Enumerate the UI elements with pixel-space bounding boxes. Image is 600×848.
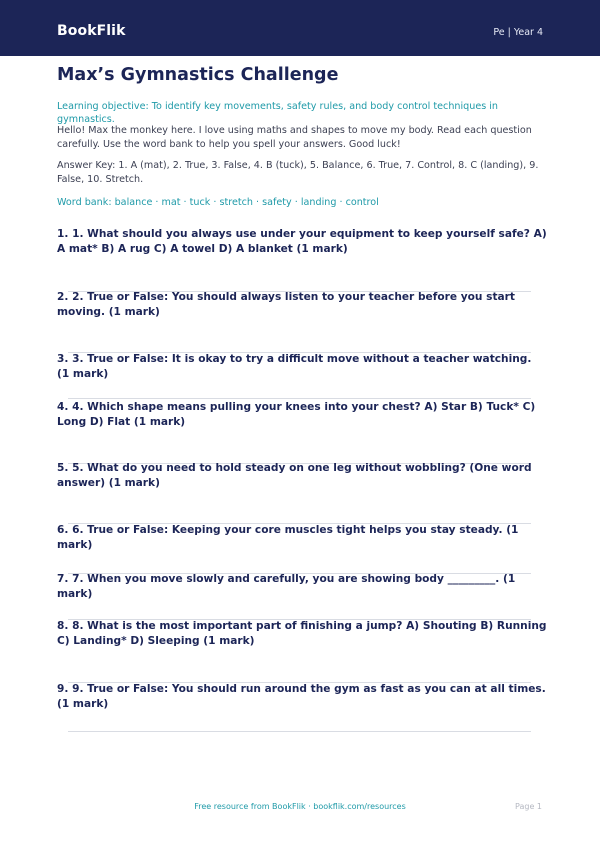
question-6: 6. 6. True or False: Keeping your core muscles tight helps you stay steady. (1 mark)	[57, 524, 519, 551]
footer-link[interactable]: Free resource from BookFlik · bookflik.com/resources	[194, 802, 406, 811]
brand-logo[interactable]: BookFlik	[57, 23, 126, 39]
question-3: 3. 3. True or False: It is okay to try a difficult move without a teacher watching. (1 mark)	[57, 353, 532, 380]
question-1: 1. 1. What should you always use under your equipment to keep yourself safe? A) A mat* B) A rug C) A towel D) A blanket (1 mark)	[57, 228, 547, 255]
question-8: 8. 8. What is the most important part of finishing a jump? A) Shouting B) Running C) Landing* D) Sleeping (1 mark)	[57, 620, 547, 647]
question-7: 7. 7. When you move slowly and carefully, you are showing body _________. (1 mark)	[57, 573, 516, 600]
answer-line-3	[68, 398, 531, 399]
page-number: Page 1	[515, 802, 542, 811]
answer-key: Answer Key: 1. A (mat), 2. True, 3. False, 4. B (tuck), 5. Balance, 6. True, 7. Control, 8. C (landing), 9. False, 10. Stretch.	[57, 160, 539, 185]
answer-line-9	[68, 731, 531, 732]
question-5: 5. 5. What do you need to hold steady on one leg without wobbling? (One word answer) (1 mark)	[57, 462, 532, 489]
intro-text: Hello! Max the monkey here. I love using maths and shapes to move my body. Read each question carefully. Use the word bank to help you spell your answers. Good luck!	[57, 125, 532, 150]
page-header	[0, 0, 600, 56]
worksheet-title: Max’s Gymnastics Challenge	[57, 65, 339, 85]
learning-objective: Learning objective: To identify key movements, safety rules, and body control techniques in gymnastics.	[57, 101, 499, 125]
question-2: 2. 2. True or False: You should always listen to your teacher before you start moving. (1 mark)	[57, 291, 515, 318]
question-9: 9. 9. True or False: You should run around the gym as fast as you can at all times. (1 mark)	[57, 683, 546, 710]
subject-year-label: Pe | Year 4	[493, 27, 543, 38]
question-4: 4. 4. Which shape means pulling your knees into your chest? A) Star B) Tuck* C) Long D) Flat (1 mark)	[57, 401, 536, 428]
word-bank: Word bank: balance · mat · tuck · stretch · safety · landing · control	[57, 197, 379, 208]
